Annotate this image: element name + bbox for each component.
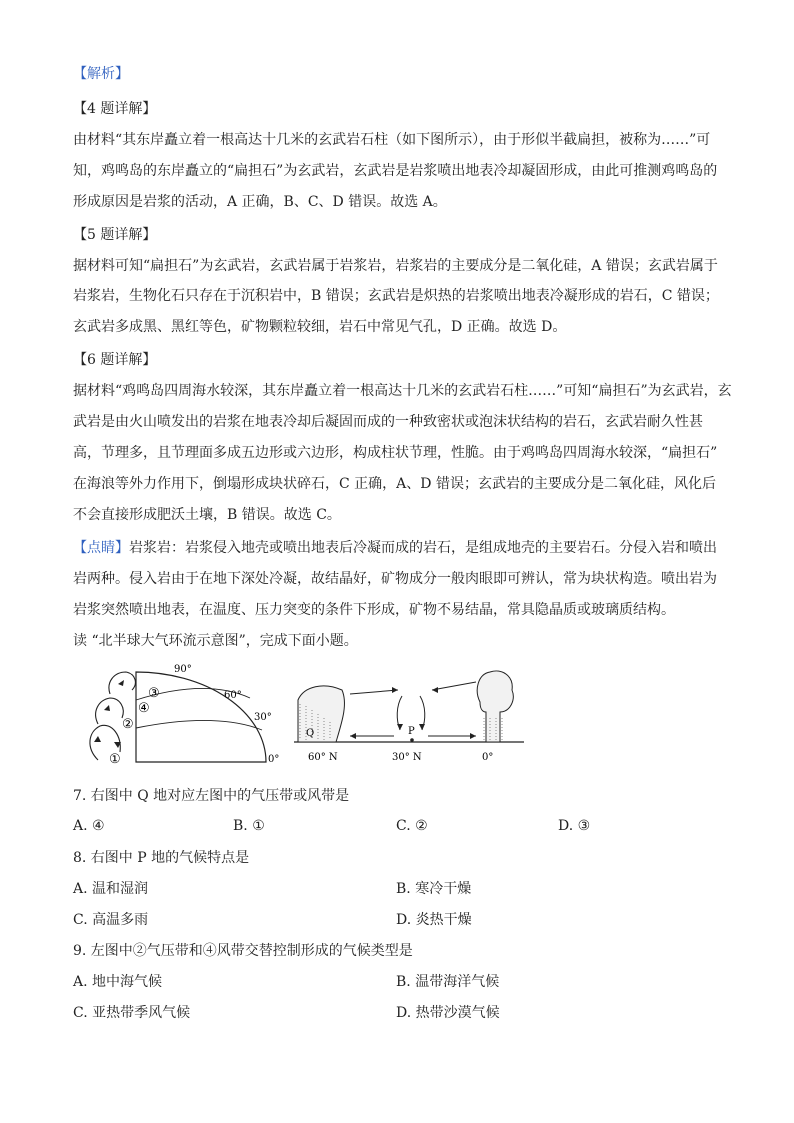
q9-option-b[interactable]: B. 温带海洋气候 (396, 974, 500, 990)
convection-cloud (477, 671, 513, 742)
q8-stem: 8. 右图中 P 地的气候特点是 (73, 850, 250, 866)
ferrel-cell (96, 698, 124, 724)
lat-label-90: 90° (174, 664, 192, 675)
q8-option-d[interactable]: D. 炎热干燥 (396, 912, 472, 928)
q9-stem: 9. 左图中②气压带和④风带交替控制形成的气候类型是 (73, 943, 413, 959)
q9-option-a[interactable]: A. 地中海气候 (73, 974, 163, 990)
q5-line-3: 玄武岩多成黑、黑红等色，矿物颗粒较细，岩石中常见气孔，D 正确。故选 D。 (73, 319, 567, 335)
q7-option-d[interactable]: D. ③ (558, 818, 591, 834)
q4-header: 【4 题详解】 (73, 101, 157, 117)
arrow-icon (94, 736, 101, 742)
q5-line-2: 岩浆岩，生物化石只存在于沉积岩中，B 错误；玄武岩是炽热的岩浆喷出地表冷凝形成的岩石，C 错误； (73, 288, 719, 304)
arrow-icon (350, 733, 356, 739)
tip-line-2: 岩两种。侵入岩由于在地下深处冷凝，故结晶好，矿物成分一般肉眼即可辨认，常为块状构造。喷出岩为 (73, 571, 717, 587)
arrow-icon (432, 687, 438, 693)
q6-line-1: 据材料“鸡鸣岛四周海水较深，其东岸矗立着一根高达十几米的玄武岩石柱……”可知“扁担石”为玄武岩，玄 (73, 383, 732, 399)
read-prompt: 读 “北半球大气环流示意图”，完成下面小题。 (73, 633, 358, 649)
lat-30-line (136, 720, 262, 730)
axis-label-0: 0° (482, 752, 494, 763)
lat-label-30: 30° (254, 712, 272, 723)
q6-line-2: 武岩是由火山喷发出的岩浆在地表冷却后凝固而成的一种致密状或泡沫状结构的岩石，玄武岩耐久性甚 (73, 414, 703, 430)
q5-line-1: 据材料可知“扁担石”为玄武岩，玄武岩属于岩浆岩，岩浆岩的主要成分是二氧化硅，A 错误；玄武岩属于 (73, 258, 718, 274)
q8-option-b[interactable]: B. 寒冷干燥 (396, 881, 472, 897)
upper-flow-line (350, 690, 398, 694)
q6-line-5: 不会直接形成肥沃土壤，B 错误。故选 C。 (73, 507, 341, 523)
tip-first-line: 岩浆岩：岩浆侵入地壳或喷出地表后冷凝而成的岩石，是组成地壳的主要岩石。分侵入岩和喷出 (129, 540, 717, 556)
analysis-header: 【解析】 (73, 66, 129, 82)
q6-line-3: 高，节理多，且节理面多成五边形或六边形，构成柱状节理，性脆。由于鸡鸣岛四周海水较深，“扁担石” (73, 445, 718, 461)
tip-line-1 (73, 538, 717, 558)
q7-option-b[interactable]: B. ① (233, 818, 265, 834)
q7-option-a[interactable]: A. ④ (73, 818, 105, 834)
q7-option-c[interactable]: C. ② (396, 818, 428, 834)
marker-1: ① (109, 752, 121, 767)
q9-option-c[interactable]: C. 亚热带季风气候 (73, 1005, 191, 1021)
q6-header: 【6 题详解】 (73, 352, 157, 368)
tip-line-3: 岩浆突然喷出地表，在温度、压力突变的条件下形成，矿物不易结晶，常具隐晶质或玻璃质结构。 (73, 602, 675, 618)
q6-line-4: 在海浪等外力作用下，倒塌形成块状碎石，C 正确，A、D 错误；玄武岩的主要成分是二氧化硅，风化后 (73, 476, 716, 492)
q8-option-c[interactable]: C. 高温多雨 (73, 912, 149, 928)
point-p-dot (410, 738, 414, 742)
upper-flow-right (432, 682, 476, 690)
marker-2: ② (122, 717, 134, 732)
left-circulation-figure (76, 660, 286, 772)
arrow-icon (397, 724, 403, 730)
q8-option-a[interactable]: A. 温和湿润 (73, 881, 149, 897)
q7-stem: 7. 右图中 Q 地对应左图中的气压带或风带是 (73, 788, 350, 804)
q4-line-3: 形成原因是岩浆的活动，A 正确，B、C、D 错误。故选 A。 (73, 194, 447, 210)
arrow-icon (118, 680, 124, 686)
arrow-icon (392, 687, 398, 693)
arrow-icon (419, 724, 425, 730)
q4-line-2: 知，鸡鸣岛的东岸矗立的“扁担石”为玄武岩，玄武岩是岩浆喷出地表冷却凝固形成，由此可推测鸡鸣岛的 (73, 163, 718, 179)
axis-label-60n: 60° N (308, 752, 338, 763)
tip-header: 【点睛】 (73, 540, 129, 556)
lat-label-0: 0° (268, 754, 280, 765)
q4-line-1: 由材料“其东岸矗立着一根高达十几米的玄武岩石柱（如下图所示），由于形似半截扁担，被称为……”可 (73, 132, 711, 148)
lat-label-60: 60° (224, 690, 242, 701)
marker-3: ③ (148, 686, 160, 701)
arrow-icon (104, 705, 110, 711)
point-q-label: Q (306, 728, 315, 739)
marker-4: ④ (138, 701, 150, 716)
arrow-icon (470, 733, 476, 739)
cold-air-mass (298, 686, 344, 742)
q5-header: 【5 题详解】 (73, 227, 157, 243)
axis-label-30n: 30° N (392, 752, 422, 763)
point-p-label: P (408, 726, 415, 737)
q9-option-d[interactable]: D. 热带沙漠气候 (396, 1005, 500, 1021)
right-section-figure (290, 660, 530, 772)
